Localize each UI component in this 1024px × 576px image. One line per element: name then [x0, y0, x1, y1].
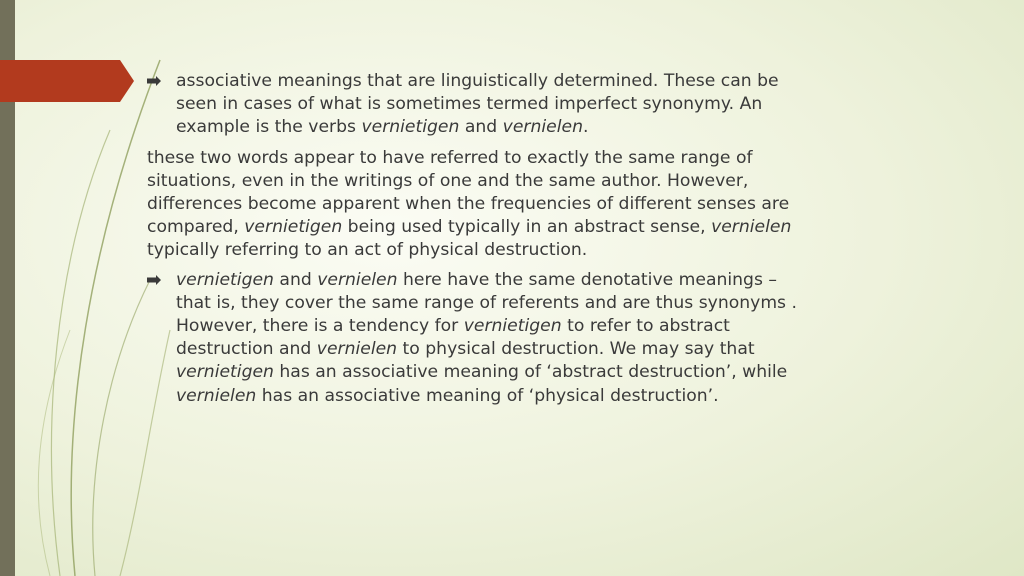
- term-vernietigen: vernietigen: [244, 217, 343, 238]
- arrow-bullet-icon: [147, 76, 161, 86]
- bullet-2-text: and: [273, 269, 318, 290]
- term-vernielen: vernielen: [316, 339, 398, 360]
- bullet-2-text: to refer to abstract destruction and: [176, 316, 730, 360]
- term-vernielen: vernielen: [317, 269, 398, 290]
- bullet-item-2: [147, 269, 797, 408]
- term-vernietigen: vernietigen: [361, 117, 460, 138]
- accent-tab: [0, 60, 134, 102]
- bullet-1-text: associative meanings that are linguistically determined. These can be seen in cases of what is sometimes termed imperfect synonymy. An example is the verbs: [176, 71, 779, 138]
- bullet-2-text: here have the same denotative meanings – that is, they cover the same range of referents and are thus synonyms . However, there is a tendency for: [176, 269, 797, 337]
- term-vernietigen: vernietigen: [176, 269, 274, 290]
- term-vernielen: vernielen: [502, 117, 583, 138]
- term-vernietigen: vernietigen: [463, 316, 562, 337]
- term-vernielen: vernielen: [176, 385, 257, 406]
- bullet-2-text: to physical destruction. We may say that: [397, 339, 755, 360]
- term-vernietigen: vernietigen: [176, 362, 274, 383]
- body-paragraph: [147, 147, 797, 263]
- paragraph-text: typically referring to an act of physical destruction.: [147, 240, 588, 261]
- bullet-2-text: has an associative meaning of ‘physical destruction’.: [256, 385, 719, 406]
- bullet-2-text: has an associative meaning of ‘abstract destruction’, while: [273, 362, 788, 383]
- term-vernielen: vernielen: [711, 217, 792, 238]
- paragraph-text: being used typically in an abstract sense,: [342, 217, 712, 238]
- bullet-1-text: .: [582, 117, 589, 138]
- slide-content: [147, 70, 797, 408]
- arrow-bullet-icon: [147, 275, 161, 285]
- bullet-item-1: [147, 70, 797, 140]
- paragraph-text: these two words appear to have referred to exactly the same range of situations, even in the writings of one and the same author. However, differences become apparent when the frequencies of different senses are compared,: [147, 147, 790, 238]
- bullet-1-text: and: [459, 117, 503, 138]
